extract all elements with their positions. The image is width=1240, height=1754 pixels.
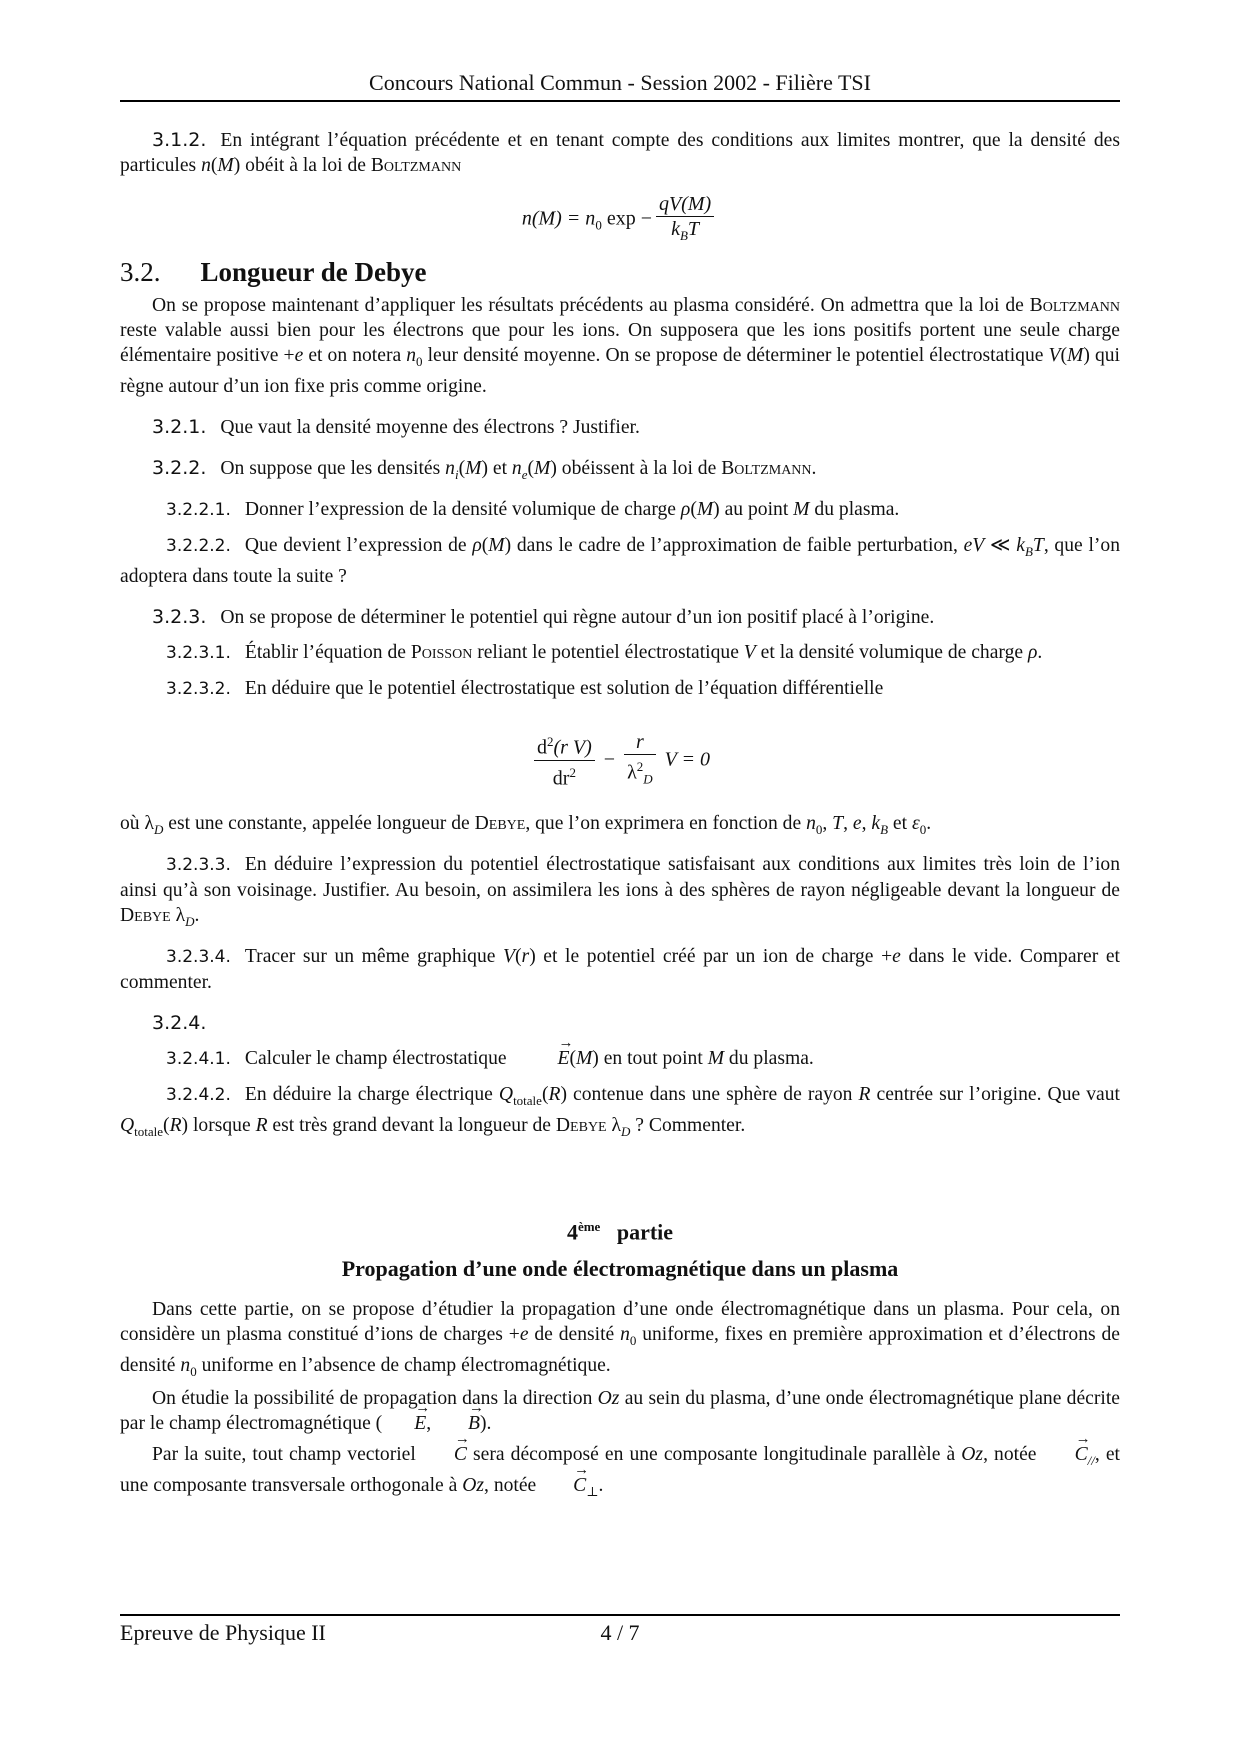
section-title: 3.2. Longueur de Debye	[120, 257, 427, 287]
page	[120, 0, 1120, 1754]
question-3-2-1: 3.2.1. Que vaut la densité moyenne des électrons ? Justifier.	[152, 415, 640, 438]
paragraph-part4-intro: Dans cette partie, on se propose d’étudier la propagation d’une onde électromagnétique dans un plasma. Pour cela, on considère un plasma constitué d’ions de charges +e de densité $n_0$ uniforme, fixes en première approximation et d’électrons de densité $n_0$ uniforme en l’absence de champ électromagnétique.	[120, 1299, 1120, 1380]
equation-debye: $\frac{d^2(r V)}{dr^2}$ − $\frac{r}{\lambda^2_D}$ V = 0	[120, 730, 1120, 792]
question-3-2-2: 3.2.2. On suppose que les densités $n_i(M)$ et $n_e(M)$ obéissent à la loi de Boltzmann.	[152, 456, 817, 482]
question-3-2-3-2: 3.2.3.2. En déduire que le potentiel électrostatique est solution de l’équation différentielle	[166, 677, 884, 699]
part-heading: 4ème partie	[566, 1219, 674, 1245]
question-3-2-3-1: 3.2.3.1. Établir l’équation de Poisson reliant le potentiel électrostatique V et la densité volumique de charge ρ.	[166, 641, 1043, 663]
question-3-1-2: 3.1.2. En intégrant l’équation précédente et en tenant compte des conditions aux limites montrer, que la densité des particules n(M) obéit à la loi de Boltzmann	[120, 129, 1120, 176]
question-3-2-4-1: 3.2.4.1. Calculer le champ électrostatique → E(M) en tout point M du plasma.	[120, 1046, 1120, 1072]
footer-rule	[120, 1614, 1120, 1616]
question-3-2-3-4: 3.2.3.4. Tracer sur un même graphique V(r) et le potentiel créé par un ion de charge +e dans le vide. Comparer et commenter.	[120, 946, 1120, 994]
document-body	[120, 128, 1120, 1504]
header-rule	[120, 100, 1120, 102]
page-header: Concours National Commun - Session 2002 - Filière TSI	[369, 70, 871, 95]
paragraph-propagation: On étudie la possibilité de propagation dans la direction Oz au sein du plasma, d’une onde électromagnétique plane décrite par le champ électromagnétique (→ E, → B).	[120, 1386, 1120, 1436]
question-number: 3.1.2.	[152, 129, 207, 151]
question-3-2-4-2: 3.2.4.2. En déduire la charge électrique $Q_{totale}(R)$ contenue dans une sphère de rayon R centrée sur l’origine. Que vaut $Q_{totale}(R)$ lorsque R est très grand devant la longueur de Debye $\lambda_D$ ? Commenter.	[120, 1084, 1120, 1139]
paragraph-decomposition: Par la suite, tout champ vectoriel → C sera décomposé en une composante longitudinale parallèle à Oz, notée → $C_{//}$, et une composante transversale orthogonale à Oz, notée → $C_\perp$.	[120, 1442, 1120, 1504]
footer-title: Epreuve de Physique II	[120, 1620, 326, 1645]
question-3-2-2-2: 3.2.2.2. Que devient l’expression de ρ(M) dans le cadre de l’approximation de faible perturbation, eV ≪ $k_BT$, que l’on adoptera dans toute la suite ?	[120, 534, 1121, 587]
paragraph-debye-length: où $\lambda_D$ est une constante, appelée longueur de Debye, que l’on exprimera en fonction de $n_0$, T, e, $k_B$ et $\varepsilon_0$.	[120, 813, 932, 838]
equation-boltzmann: $n(M) = n_0$ exp − $\frac{qV(M)}{k_BT}$	[120, 192, 1120, 248]
question-3-2-3: 3.2.3. On se propose de déterminer le potentiel qui règne autour d’un ion positif placé à l’origine.	[152, 605, 935, 628]
page-number: 4 / 7	[600, 1620, 640, 1645]
question-3-2-2-1: 3.2.2.1. Donner l’expression de la densité volumique de charge ρ(M) au point M du plasma.	[166, 498, 900, 520]
part-title: Propagation d’une onde électromagnétique dans un plasma	[341, 1256, 899, 1282]
question-3-2-3-3: 3.2.3.3. En déduire l’expression du potentiel électrostatique satisfaisant aux conditions aux limites très loin de l’ion ainsi qu’à son voisinage. Justifier. Au besoin, on assimilera les ions à des sphères de rayon négligeable devant la longueur de Debye $\lambda_D$.	[120, 854, 1120, 930]
question-3-2-4: 3.2.4.	[152, 1012, 207, 1035]
paragraph-intro: On se propose maintenant d’appliquer les résultats précédents au plasma considéré. On admettra que la loi de Boltzmann reste valable aussi bien pour les électrons que pour les ions. On supposera que les ions positifs portent une seule charge élémentaire positive +e et on notera $n_0$ leur densité moyenne. On se propose de déterminer le potentiel électrostatique V(M) qui règne autour d’un ion fixe pris comme origine.	[120, 295, 1120, 397]
